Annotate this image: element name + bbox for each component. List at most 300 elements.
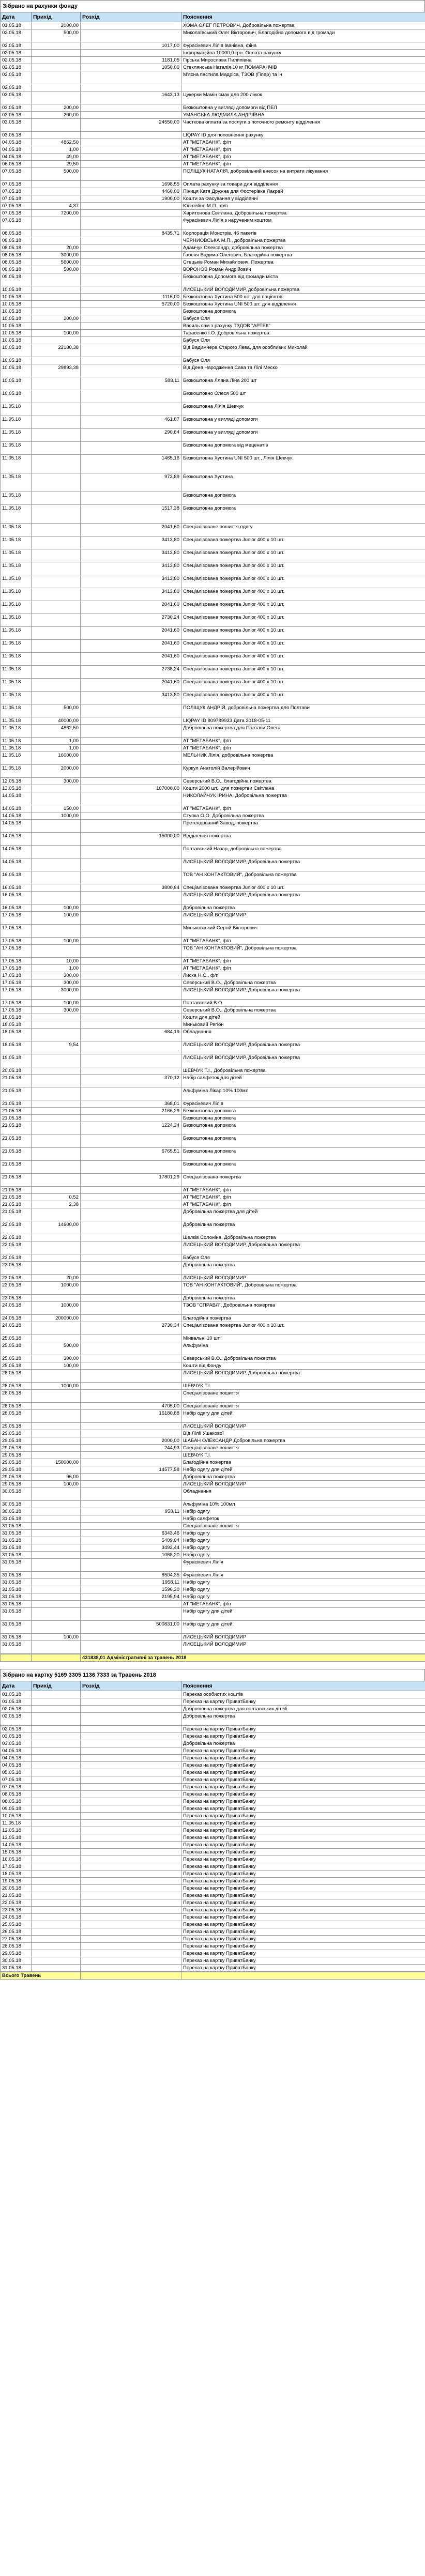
- expense-cell: [81, 286, 181, 294]
- expense-cell: 2041,60: [81, 679, 181, 692]
- income-cell: 4862,50: [32, 725, 81, 738]
- table-row: [1, 1315, 425, 1322]
- note-cell: ЛИСЕЦЬКИЙ ВОЛОДИМИР: [181, 1634, 425, 1641]
- note-cell: ЛИСЕЦЬКИЙ ВОЛОДИМИР, Добровільна пожертва: [181, 987, 425, 1000]
- table-row: [1, 294, 425, 301]
- date-cell: 30.05.18: [1, 1501, 32, 1508]
- expense-cell: 3413,80: [81, 692, 181, 704]
- income-cell: 500,00: [32, 29, 81, 42]
- note-cell: Харитонова Світлана, Добровільна пожертва: [181, 210, 425, 217]
- note-cell: Лиска Н.С., ф/п: [181, 972, 425, 979]
- expense-cell: [81, 1054, 181, 1067]
- expense-cell: 2041,60: [81, 653, 181, 666]
- table-row: [1, 640, 425, 653]
- table-row: [1, 1928, 425, 1936]
- note-cell: АТ "МЕТАБАНК", ф/п: [181, 161, 425, 168]
- note-cell: Спеціалізована пожертва Junior 400 х 10 шт.: [181, 1322, 425, 1335]
- date-cell: 10.05.18: [1, 1813, 32, 1820]
- note-cell: Переказ на картку ПриватБанку: [181, 1733, 425, 1740]
- income-cell: [32, 1370, 81, 1383]
- expense-cell: 3413,80: [81, 562, 181, 575]
- table-row: [1, 112, 425, 119]
- table-row: [1, 1706, 425, 1713]
- expense-cell: [81, 704, 181, 717]
- note-cell: Безкоштовна у вигляді допомоги від ПЕЛ: [181, 104, 425, 112]
- expense-cell: 1050,00: [81, 64, 181, 71]
- expense-cell: [81, 1957, 181, 1965]
- total-label: 431838,01 Адміністративні за травень 2018: [81, 1654, 425, 1662]
- income-cell: [32, 1863, 81, 1870]
- table-row: [1, 1474, 425, 1481]
- fund-table-body: [1, 22, 425, 1654]
- income-cell: 14600,00: [32, 1221, 81, 1234]
- expense-cell: 8504,35: [81, 1572, 181, 1579]
- date-cell: 16.05.18: [1, 871, 32, 884]
- income-cell: 200,00: [32, 315, 81, 323]
- note-cell: Ювілейне М.П., ф/п: [181, 203, 425, 210]
- table-row: [1, 1135, 425, 1148]
- table-row: [1, 1950, 425, 1957]
- date-cell: 10.05.18: [1, 364, 32, 377]
- table-row: [1, 390, 425, 403]
- expense-cell: [81, 1481, 181, 1488]
- income-cell: 500,00: [32, 704, 81, 717]
- expense-cell: [81, 442, 181, 455]
- expense-cell: [81, 1021, 181, 1029]
- income-cell: [32, 1601, 81, 1608]
- note-cell: Безкоштовно Олеся 500 шт: [181, 390, 425, 403]
- note-cell: Мінвальні 10 шт.: [181, 1335, 425, 1342]
- income-cell: [32, 1208, 81, 1221]
- expense-cell: [81, 1067, 181, 1075]
- date-cell: 31.05.18: [1, 1601, 32, 1608]
- income-cell: [32, 1776, 81, 1784]
- expense-cell: [81, 1834, 181, 1842]
- expense-cell: [81, 1870, 181, 1878]
- income-cell: 5600,00: [32, 259, 81, 266]
- note-cell: Безкоштовна Хустина: [181, 473, 425, 492]
- date-cell: 08.05.18: [1, 252, 32, 259]
- section-title-fund: Зібрано на рахунки фонду: [0, 0, 425, 12]
- income-cell: [32, 42, 81, 50]
- income-cell: [32, 1842, 81, 1849]
- note-cell: [181, 84, 425, 91]
- date-cell: 31.05.18: [1, 1544, 32, 1552]
- note-cell: ПОЛІЩУК АНДРІЙ, добровільна пожертва для Полтави: [181, 704, 425, 717]
- income-cell: 96,00: [32, 1474, 81, 1481]
- note-cell: ШАБАН ОЛЕКСАНДР Добровільна пожертва: [181, 1437, 425, 1445]
- income-cell: 1,00: [32, 745, 81, 752]
- date-cell: 29.05.18: [1, 1474, 32, 1481]
- table-row: [1, 1798, 425, 1805]
- expense-cell: [81, 337, 181, 344]
- table-row: [1, 765, 425, 778]
- date-cell: 17.05.18: [1, 925, 32, 938]
- income-cell: [32, 524, 81, 536]
- expense-cell: 1698,55: [81, 181, 181, 188]
- expense-cell: [81, 717, 181, 725]
- note-cell: Переказ на картку ПриватБанку: [181, 1965, 425, 1972]
- expense-cell: [81, 1234, 181, 1241]
- income-cell: 1000,00: [32, 1383, 81, 1390]
- note-cell: Переказ на картку ПриватБанку: [181, 1928, 425, 1936]
- income-cell: 9,54: [32, 1041, 81, 1054]
- note-cell: Переказ на картку ПриватБанку: [181, 1907, 425, 1914]
- table-row: [1, 1776, 425, 1784]
- table-row: [1, 653, 425, 666]
- expense-cell: [81, 858, 181, 871]
- note-cell: ЛИСЕЦЬКИЙ ВОЛОДИМИР: [181, 1641, 425, 1654]
- expense-cell: [81, 1849, 181, 1856]
- expense-cell: [81, 765, 181, 778]
- note-cell: ЛИСЕЦЬКИЙ ВОЛОДИМИР, Добровільна пожертва: [181, 1041, 425, 1054]
- income-cell: [32, 1899, 81, 1907]
- expense-cell: [81, 738, 181, 745]
- income-cell: [32, 892, 81, 904]
- table-row: [1, 1878, 425, 1885]
- table-row: [1, 1957, 425, 1965]
- expense-cell: 1116,00: [81, 294, 181, 301]
- table-row: [1, 1892, 425, 1899]
- table-row: [1, 357, 425, 364]
- expense-cell: [81, 237, 181, 244]
- income-cell: [32, 132, 81, 139]
- note-cell: Северський В.О., Добровільна пожертва: [181, 979, 425, 987]
- date-cell: 28.05.18: [1, 1943, 32, 1950]
- date-cell: 08.05.18: [1, 237, 32, 244]
- note-cell: ЛИСЕЦЬКИЙ ВОЛОДИМИР, добровільна пожертва: [181, 286, 425, 294]
- date-cell: 01.05.18: [1, 22, 32, 29]
- table-row: [1, 1501, 425, 1508]
- income-cell: [32, 820, 81, 833]
- date-cell: 31.05.18: [1, 1608, 32, 1621]
- table-row: [1, 925, 425, 938]
- income-cell: [32, 1552, 81, 1559]
- table-row: [1, 884, 425, 892]
- date-cell: 11.05.18: [1, 575, 32, 588]
- income-cell: [32, 455, 81, 473]
- table-row: [1, 64, 425, 71]
- expense-cell: [81, 1813, 181, 1820]
- expense-cell: 1224,34: [81, 1122, 181, 1135]
- date-cell: 29.05.18: [1, 1430, 32, 1437]
- note-cell: Переказ на картку ПриватБанку: [181, 1957, 425, 1965]
- income-cell: [32, 1572, 81, 1579]
- expense-cell: [81, 1965, 181, 1972]
- expense-cell: [81, 938, 181, 945]
- expense-cell: [81, 965, 181, 972]
- income-cell: [32, 1798, 81, 1805]
- note-cell: Переказ на картку ПриватБанку: [181, 1921, 425, 1928]
- date-cell: 28.05.18: [1, 1410, 32, 1423]
- note-cell: Добровільна пожертва: [181, 1740, 425, 1747]
- note-cell: АТ "МЕТАБАНК", ф/п: [181, 958, 425, 965]
- date-cell: 04.05.18: [1, 1762, 32, 1769]
- note-cell: Набір одягу для дітей: [181, 1608, 425, 1621]
- income-cell: [32, 925, 81, 938]
- expense-cell: [81, 1805, 181, 1813]
- note-cell: Від Деня Народження Сава та Лілі Меско: [181, 364, 425, 377]
- table-row: [1, 315, 425, 323]
- date-cell: 10.05.18: [1, 323, 32, 330]
- income-cell: 1,00: [32, 146, 81, 154]
- income-cell: [32, 1410, 81, 1423]
- date-cell: 19.05.18: [1, 1054, 32, 1067]
- card-table: [0, 1681, 425, 1972]
- expense-cell: 958,11: [81, 1508, 181, 1515]
- expense-cell: [81, 1950, 181, 1957]
- income-cell: [32, 1148, 81, 1161]
- note-cell: АТ "МЕТАБАНК", ф/п: [181, 745, 425, 752]
- income-cell: [32, 1784, 81, 1791]
- table-row: [1, 1885, 425, 1892]
- income-cell: [32, 1965, 81, 1972]
- note-cell: Полтавський В.О.: [181, 1000, 425, 1007]
- expense-cell: [81, 403, 181, 416]
- note-cell: Спеціалізована пожертва Junior 400 х 10 шт.: [181, 653, 425, 666]
- note-cell: Спеціалізоване пошиття: [181, 1390, 425, 1403]
- expense-cell: [81, 1907, 181, 1914]
- note-cell: Переказ на картку ПриватБанку: [181, 1805, 425, 1813]
- note-cell: МЕЛЬНИК Лілія, добровільна пожертва: [181, 752, 425, 765]
- income-cell: 20,00: [32, 1275, 81, 1282]
- date-cell: 21.05.18: [1, 1174, 32, 1187]
- note-cell: Набір одягу: [181, 1508, 425, 1515]
- income-cell: 49,00: [32, 154, 81, 161]
- expense-cell: [81, 958, 181, 965]
- income-cell: [32, 1586, 81, 1593]
- table-row: [1, 1747, 425, 1755]
- expense-cell: 5720,00: [81, 301, 181, 308]
- footer-empty: [81, 1972, 181, 1980]
- date-cell: 22.05.18: [1, 1234, 32, 1241]
- table-row: [1, 1187, 425, 1194]
- table-row: [1, 42, 425, 50]
- expense-cell: [81, 1014, 181, 1021]
- date-cell: 11.05.18: [1, 505, 32, 524]
- income-cell: 300,00: [32, 778, 81, 785]
- income-cell: [32, 473, 81, 492]
- table-row: [1, 71, 425, 84]
- note-cell: Безкоштовна Хустина UNI 500 шт., Лілія Шевчук: [181, 455, 425, 473]
- income-cell: [32, 1755, 81, 1762]
- date-cell: 11.05.18: [1, 666, 32, 679]
- income-cell: [32, 84, 81, 91]
- table-row: [1, 1530, 425, 1537]
- expense-cell: [81, 1706, 181, 1713]
- date-cell: 03.05.18: [1, 1733, 32, 1740]
- income-cell: [32, 1936, 81, 1943]
- table-row: [1, 1921, 425, 1928]
- income-cell: [32, 785, 81, 792]
- note-cell: Переказ на картку ПриватБанку: [181, 1936, 425, 1943]
- date-cell: 10.05.18: [1, 337, 32, 344]
- income-cell: [32, 1579, 81, 1586]
- table-row: [1, 1322, 425, 1335]
- note-cell: Безкоштовна допомога: [181, 1161, 425, 1174]
- expense-cell: [81, 1608, 181, 1621]
- income-cell: 300,00: [32, 972, 81, 979]
- table-row: [1, 1335, 425, 1342]
- income-cell: [32, 1950, 81, 1957]
- date-cell: 24.05.18: [1, 1315, 32, 1322]
- income-cell: [32, 640, 81, 653]
- table-row: [1, 416, 425, 429]
- table-row: [1, 286, 425, 294]
- date-cell: 11.05.18: [1, 745, 32, 752]
- table-row: [1, 188, 425, 195]
- income-cell: 500,00: [32, 168, 81, 181]
- header-note: Пояснення: [181, 1681, 425, 1691]
- note-cell: ЛИСЕЦЬКИЙ ВОЛОДИМИР: [181, 912, 425, 925]
- table-row: [1, 1362, 425, 1370]
- table-row: [1, 820, 425, 833]
- expense-cell: 500831,00: [81, 1621, 181, 1634]
- date-cell: 17.05.18: [1, 1007, 32, 1014]
- table-row: [1, 536, 425, 549]
- table-row: [1, 210, 425, 217]
- expense-cell: [81, 945, 181, 958]
- table-row: [1, 337, 425, 344]
- table-row: [1, 1849, 425, 1856]
- income-cell: 1000,00: [32, 1282, 81, 1295]
- income-cell: [32, 1390, 81, 1403]
- date-cell: 03.05.18: [1, 112, 32, 119]
- fund-total-table: [0, 1654, 425, 1662]
- date-cell: 21.05.18: [1, 1100, 32, 1108]
- date-cell: 11.05.18: [1, 725, 32, 738]
- expense-cell: [81, 1856, 181, 1863]
- income-cell: [32, 1733, 81, 1740]
- table-row: [1, 1572, 425, 1579]
- income-cell: [32, 50, 81, 57]
- expense-cell: [81, 139, 181, 146]
- table-row: [1, 1813, 425, 1820]
- note-cell: Спеціалізована пожертва Junior 400 х 10 шт.: [181, 536, 425, 549]
- note-cell: Благодійна пожертва: [181, 1315, 425, 1322]
- expense-cell: [81, 1355, 181, 1362]
- income-cell: [32, 1698, 81, 1706]
- date-cell: 14.05.18: [1, 833, 32, 846]
- table-row: [1, 1593, 425, 1601]
- expense-cell: [81, 22, 181, 29]
- table-row: [1, 601, 425, 614]
- table-row: [1, 1174, 425, 1187]
- table-row: [1, 892, 425, 904]
- note-cell: ТОВ "АН КОНТАКТОВИЙ", Добровільна пожертва: [181, 945, 425, 958]
- date-cell: 04.05.18: [1, 154, 32, 161]
- expense-cell: 2738,24: [81, 666, 181, 679]
- date-cell: 31.05.18: [1, 1621, 32, 1634]
- date-cell: 31.05.18: [1, 1572, 32, 1579]
- note-cell: Переказ на картку ПриватБанку: [181, 1885, 425, 1892]
- expense-cell: [81, 1641, 181, 1654]
- table-row: [1, 1115, 425, 1122]
- income-cell: 100,00: [32, 938, 81, 945]
- note-cell: Переказ на картку ПриватБанку: [181, 1791, 425, 1798]
- income-cell: [32, 1466, 81, 1474]
- date-cell: 31.05.18: [1, 1634, 32, 1641]
- date-cell: 18.05.18: [1, 1021, 32, 1029]
- date-cell: 10.05.18: [1, 390, 32, 403]
- expense-cell: 1517,38: [81, 505, 181, 524]
- date-cell: 04.05.18: [1, 1747, 32, 1755]
- note-cell: Безкоштовна у вигляді допомоги: [181, 429, 425, 442]
- expense-cell: 244,93: [81, 1445, 181, 1452]
- income-cell: [32, 1740, 81, 1747]
- income-cell: [32, 792, 81, 805]
- note-cell: АТ "МЕТАБАНК", ф/п: [181, 1194, 425, 1201]
- date-cell: 11.05.18: [1, 704, 32, 717]
- note-cell: Куркул Анатолій Валерійович: [181, 765, 425, 778]
- income-cell: [32, 1726, 81, 1733]
- note-cell: Добровільна пожертва: [181, 904, 425, 912]
- expense-cell: 1596,30: [81, 1586, 181, 1593]
- table-row: [1, 1544, 425, 1552]
- table-row: [1, 1122, 425, 1135]
- date-cell: 08.05.18: [1, 266, 32, 273]
- date-cell: 17.05.18: [1, 1000, 32, 1007]
- expense-cell: [81, 1776, 181, 1784]
- date-cell: 01.05.18: [1, 1691, 32, 1698]
- header-date: Дата: [1, 12, 32, 22]
- table-row: [1, 1899, 425, 1907]
- date-cell: 14.05.18: [1, 792, 32, 805]
- note-cell: Безкоштовна допомога: [181, 1148, 425, 1161]
- note-cell: Кошти 2000 шт., для пожертви Світлана: [181, 785, 425, 792]
- date-cell: 21.05.18: [1, 1201, 32, 1208]
- table-row: [1, 1965, 425, 1972]
- note-cell: Кошти для дітей: [181, 1014, 425, 1021]
- income-cell: 2000,00: [32, 765, 81, 778]
- table-row: [1, 846, 425, 858]
- expense-cell: 588,11: [81, 377, 181, 390]
- date-cell: 11.05.18: [1, 679, 32, 692]
- note-cell: Добровільна пожертва для дітей: [181, 1208, 425, 1221]
- note-cell: ВОРОНОВ Роман Андрійович: [181, 266, 425, 273]
- table-row: [1, 1466, 425, 1474]
- table-row: [1, 1523, 425, 1530]
- table-row: [1, 84, 425, 91]
- expense-cell: [81, 912, 181, 925]
- income-cell: 100,00: [32, 1481, 81, 1488]
- income-cell: [32, 1234, 81, 1241]
- expense-cell: [81, 1943, 181, 1950]
- note-cell: Переказ на картку ПриватБанку: [181, 1834, 425, 1842]
- note-cell: АТ "МЕТАБАНК", ф/п: [181, 805, 425, 812]
- income-cell: [32, 1885, 81, 1892]
- table-row: [1, 1262, 425, 1275]
- header-expense: Розхід: [81, 12, 181, 22]
- table-row: [1, 168, 425, 181]
- expense-cell: [81, 1878, 181, 1885]
- note-cell: АТ "МЕТАБАНК", ф/п: [181, 965, 425, 972]
- note-cell: Спеціалізована пожертва Junior 400 х 10 шт.: [181, 884, 425, 892]
- date-cell: 08.05.18: [1, 1791, 32, 1798]
- income-cell: [32, 1706, 81, 1713]
- table-row: [1, 237, 425, 244]
- date-cell: 13.05.18: [1, 785, 32, 792]
- table-row: [1, 364, 425, 377]
- note-cell: Безкоштовна Хустина UNI 500 шт. для відділення: [181, 301, 425, 308]
- note-cell: Фурасікевич Лілія Іванівна, фіна: [181, 42, 425, 50]
- date-cell: 01.05.18: [1, 1698, 32, 1706]
- expense-cell: [81, 1041, 181, 1054]
- date-cell: 11.05.18: [1, 601, 32, 614]
- expense-cell: [81, 1161, 181, 1174]
- income-cell: 200000,00: [32, 1315, 81, 1322]
- income-cell: [32, 403, 81, 416]
